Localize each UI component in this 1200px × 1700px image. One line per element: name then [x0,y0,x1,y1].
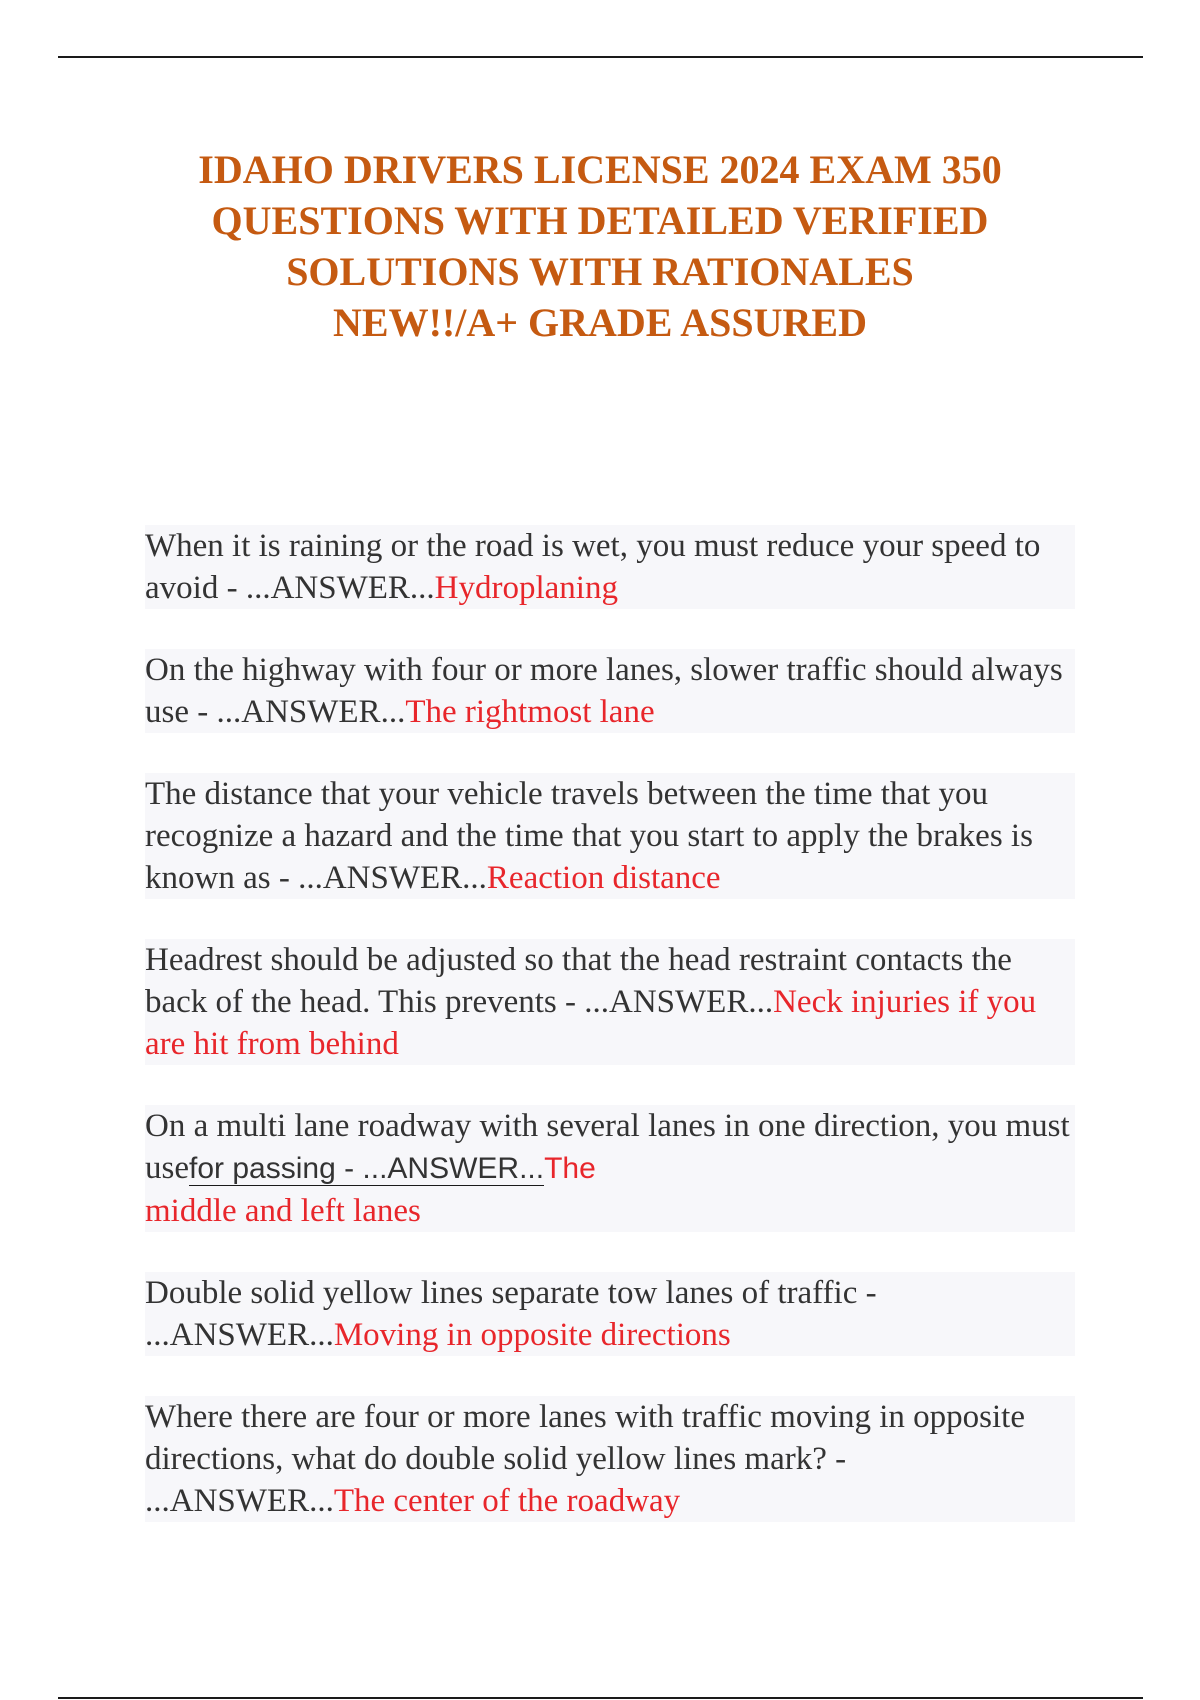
bottom-rule [58,1697,1143,1699]
answer-text: The center of the roadway [333,1483,681,1519]
title-line: QUESTIONS WITH DETAILED VERIFIED [211,198,989,243]
question-text-underlined: for passing - ...ANSWER... [189,1152,545,1185]
qa-item [145,1396,1075,1522]
qa-item [145,1272,1075,1356]
qa-list [145,525,1075,1522]
title-line: NEW!!/A+ GRADE ASSURED [333,300,867,345]
answer-text: Reaction distance [486,860,721,896]
document-title [140,144,1060,348]
qa-item [145,1105,1075,1232]
answer-marker: ...ANSWER... [245,570,435,606]
question-text: Double solid yellow lines separate tow lanes of traffic - [145,1275,877,1311]
title-line: SOLUTIONS WITH RATIONALES [286,249,914,294]
question-text: When it is raining or the road is wet, you must reduce your speed to avoid - [145,528,1041,606]
answer-marker: ...ANSWER... [584,984,774,1020]
answer-marker: ...ANSWER... [145,1317,334,1353]
qa-item [145,649,1075,733]
answer-text: Neck injuries if you are hit from behind [145,984,1037,1062]
top-rule [58,56,1143,58]
answer-marker: ...ANSWER... [216,694,406,730]
qa-item [145,773,1075,899]
question-text: The distance that your vehicle travels between the time that you recognize a hazard and the time that you start to apply the brakes is known as - [145,776,1033,896]
question-text: Headrest should be adjusted so that the head restraint contacts the back of the head. This prevents - [145,942,1012,1020]
answer-text: The [544,1152,596,1185]
qa-item [145,525,1075,609]
question-text: On a multi lane roadway with several lanes in one direction, you must use [145,1108,1070,1186]
answer-marker: ...ANSWER... [298,860,487,896]
question-text: On the highway with four or more lanes, slower traffic should always use - [145,652,1063,730]
answer-marker: ...ANSWER... [362,1152,545,1185]
question-text: Where there are four or more lanes with traffic moving in opposite directions, what do double solid yellow lines mark? - [145,1399,1025,1477]
qa-item [145,939,1075,1065]
answer-marker: ...ANSWER... [145,1483,334,1519]
answer-text: Hydroplaning [434,570,618,606]
answer-text: The rightmost lane [405,694,655,730]
title-line: IDAHO DRIVERS LICENSE 2024 EXAM 350 [198,147,1002,192]
answer-text-continued: middle and left lanes [145,1193,421,1229]
answer-text: Moving in opposite directions [333,1317,731,1353]
